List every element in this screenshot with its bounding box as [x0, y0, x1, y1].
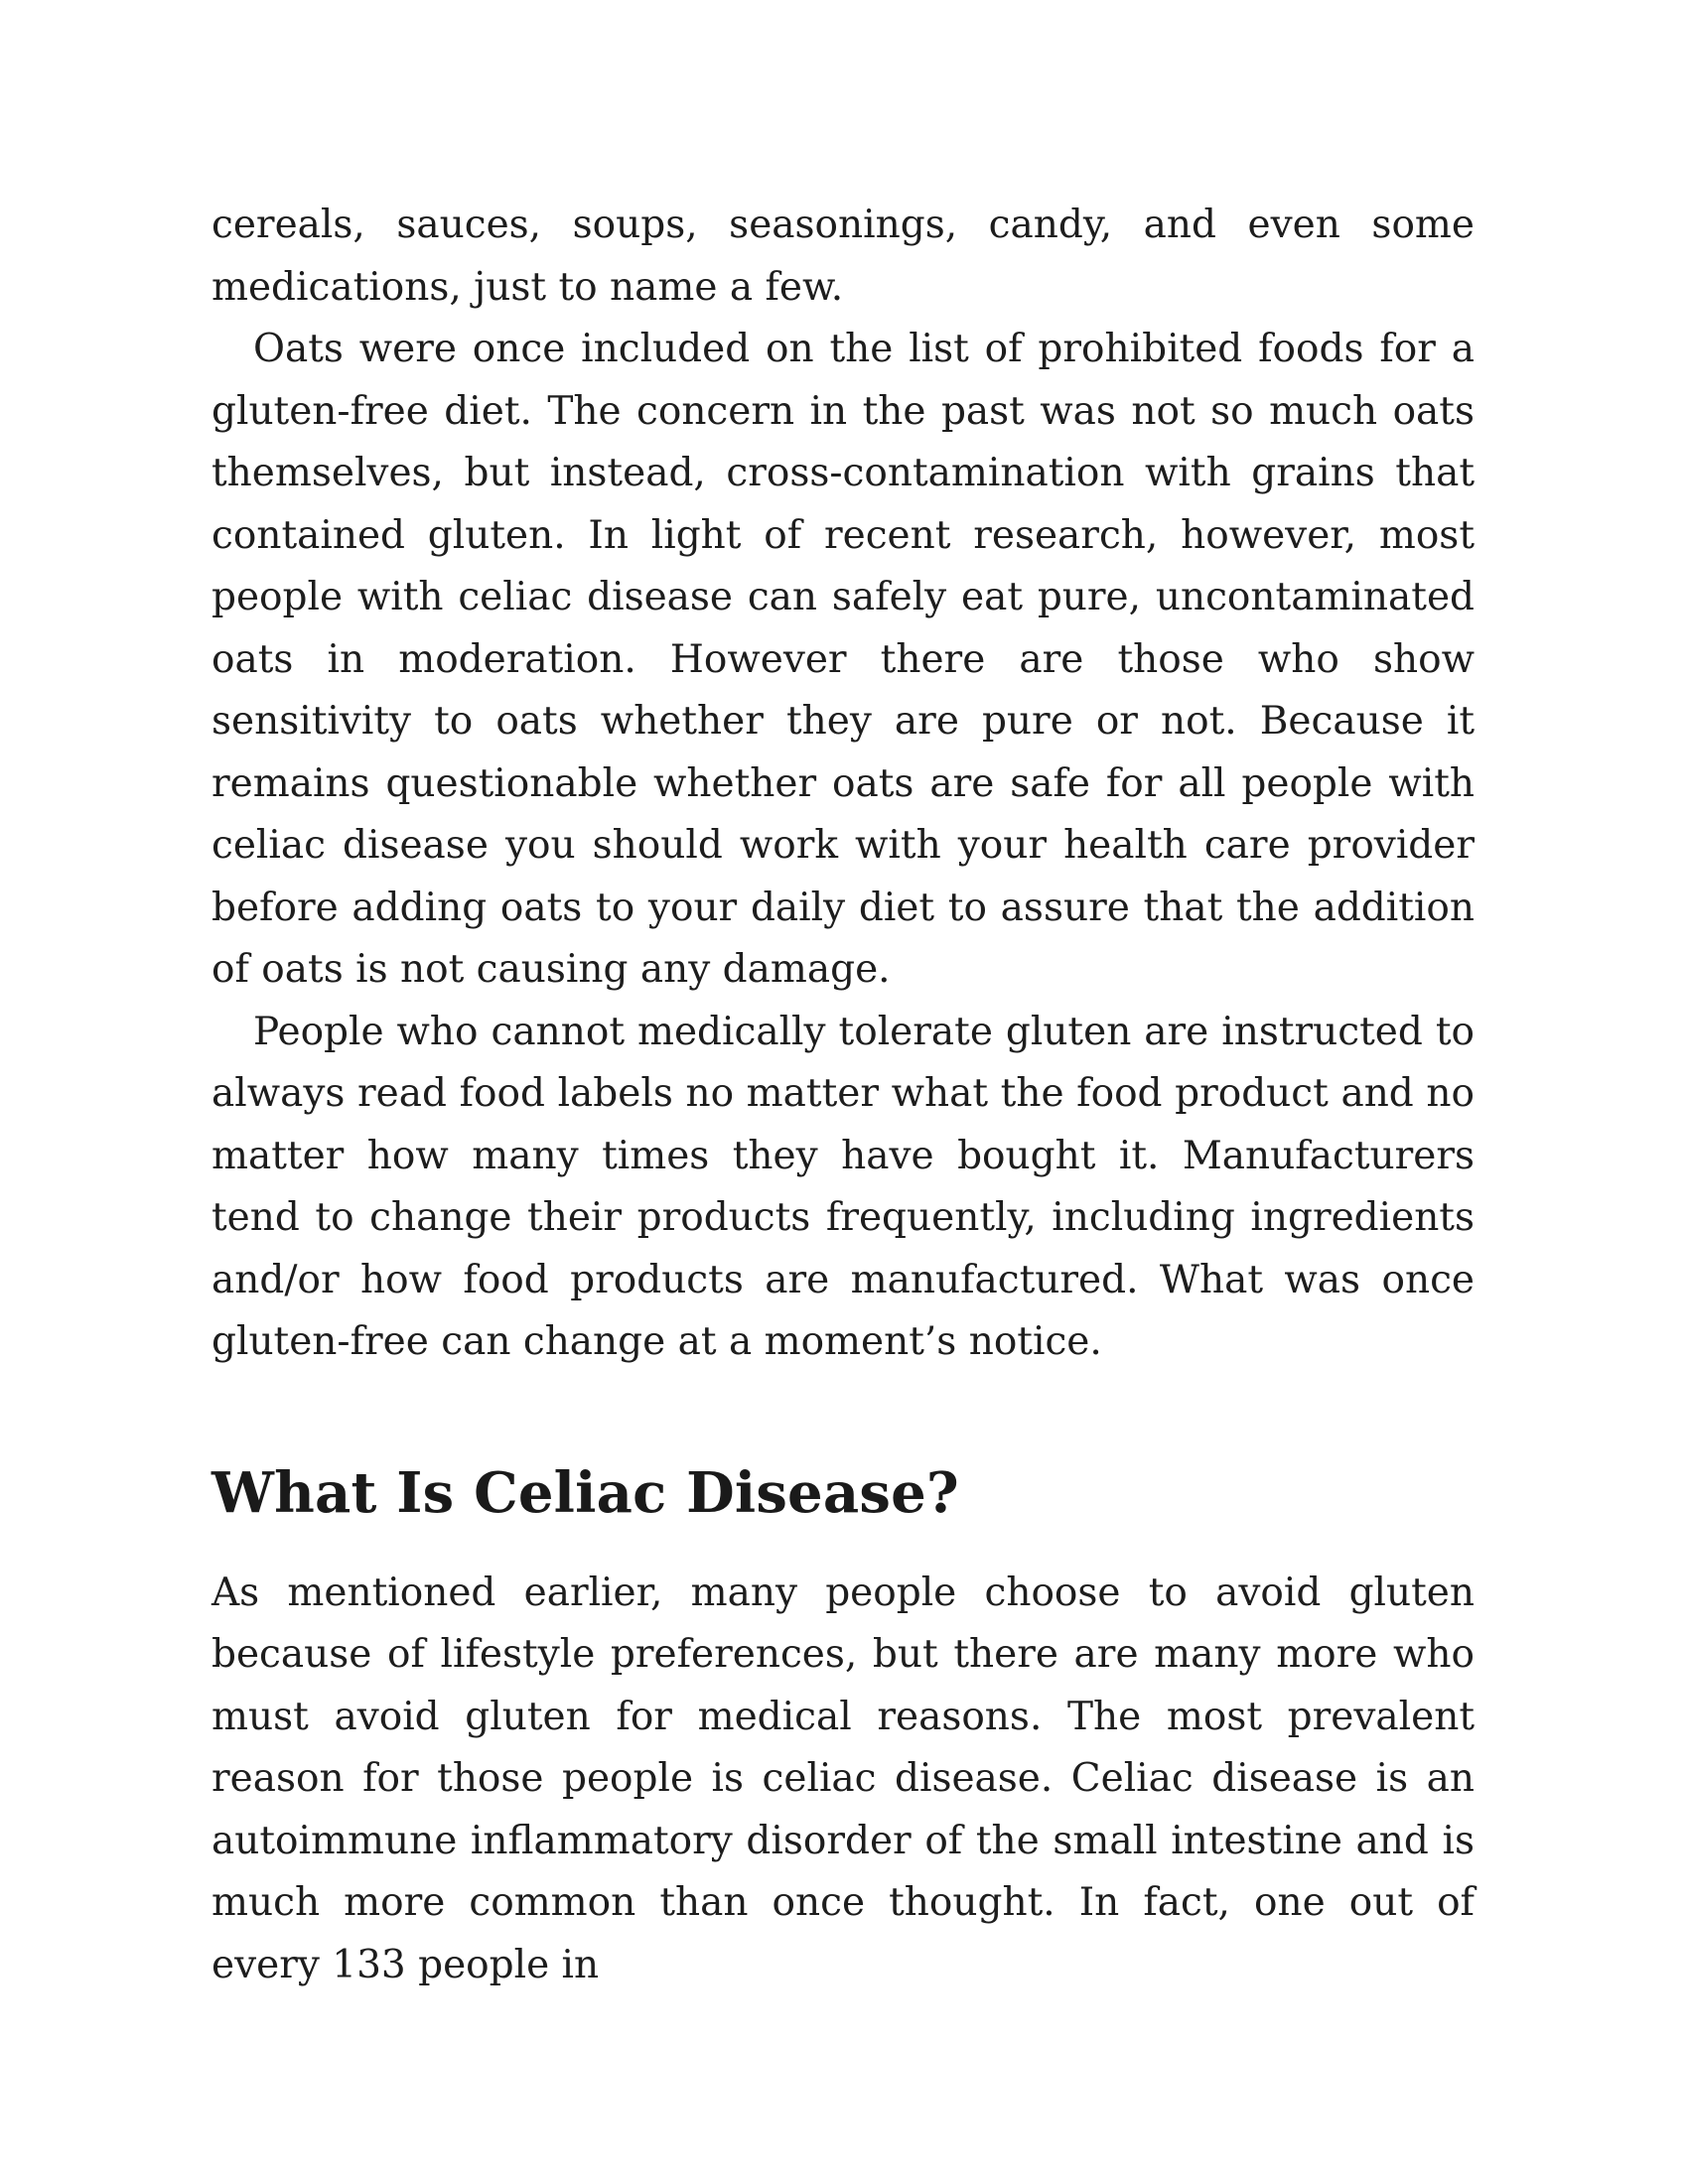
paragraph-continued: cereals, sauces, soups, seasonings, candy, and even some medications, just to name a few.	[211, 203, 1475, 310]
paragraph-food-labels: People who cannot medically tolerate gluten are instructed to always read food labels no matter what the food product and no matter how many times they have bought it. Manufacturers tend to change their products frequently, including ingredients and/or how food products are manufactured. What was once gluten-free can change at a moment’s notice.	[211, 1009, 1475, 1364]
document-page	[211, 195, 1475, 1996]
paragraph-oats: Oats were once included on the list of prohibited foods for a gluten-free diet. The concern in the past was not so much oats themselves, but instead, cross-contamination with grains that contained gluten. In light of recent research, however, most people with celiac disease can safely eat pure, uncontaminated oats in moderation. However there are those who show sensitivity to oats whether they are pure or not. Because it remains questionable whether oats are safe for all people with celiac disease you should work with your health care provider before adding oats to your daily diet to assure that the addition of oats is not causing any damage.	[211, 327, 1475, 992]
section-heading: What Is Celiac Disease?	[211, 1459, 959, 1526]
paragraph-celiac-intro: As mentioned earlier, many people choose to avoid gluten because of lifestyle preferences, but there are many more who must avoid gluten for medical reasons. The most prevalent reason for those people is celiac disease. Celiac disease is an autoimmune inflammatory disorder of the small intestine and is much more common than once thought. In fact, one out of every 133 people in	[211, 1570, 1475, 1987]
